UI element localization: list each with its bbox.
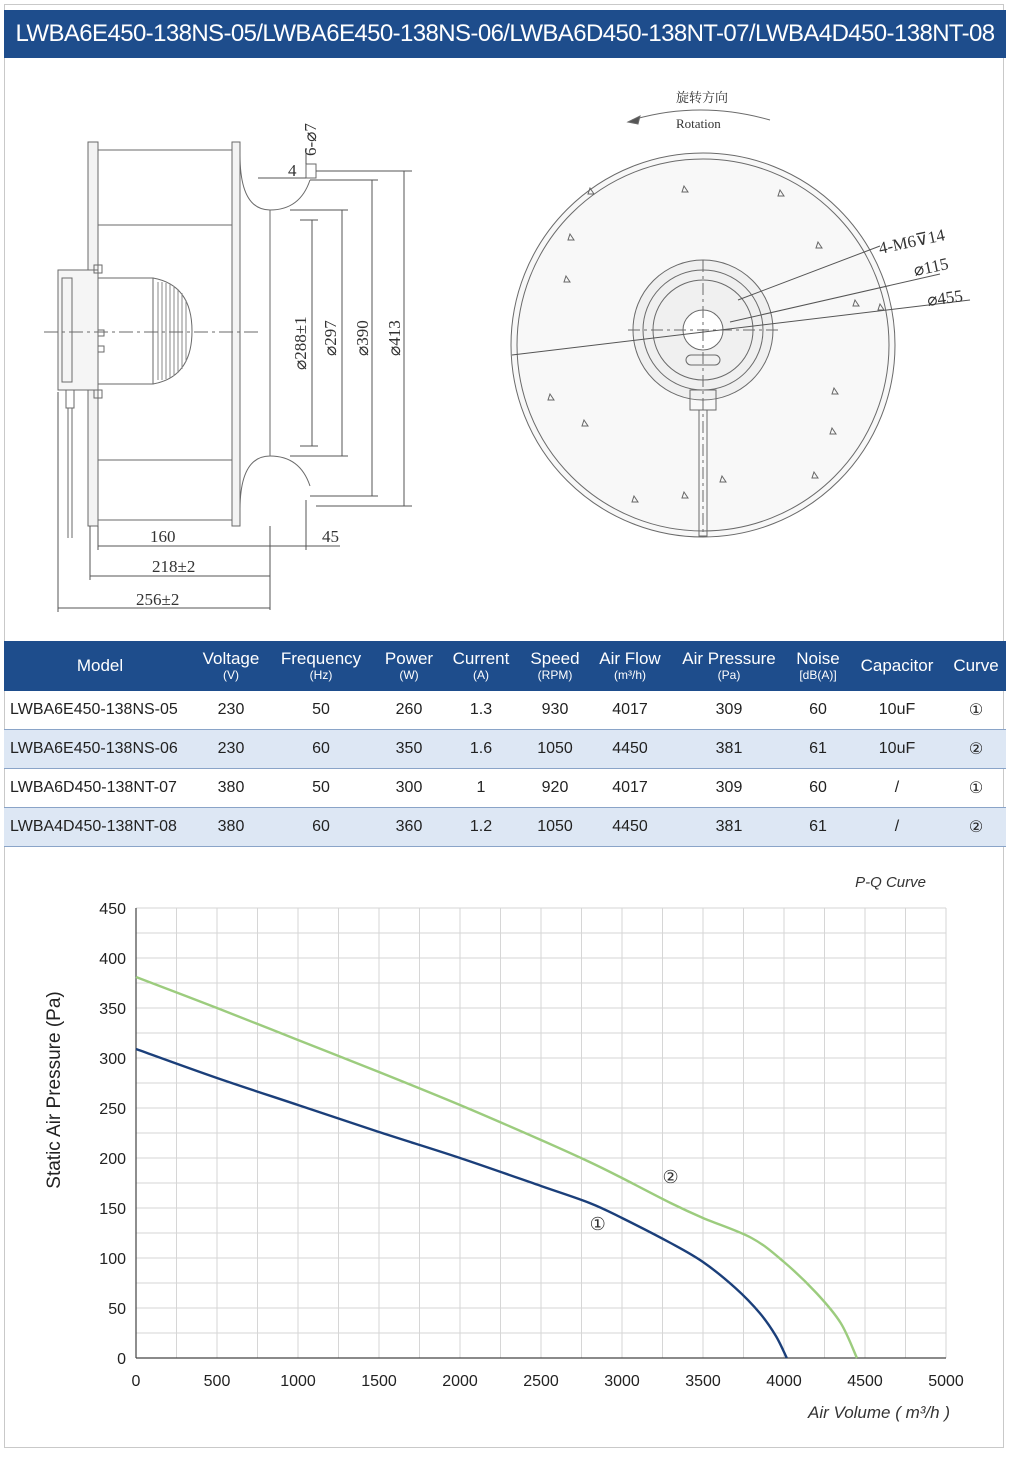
- cell-airpressure: 381: [670, 808, 788, 847]
- dim-115: ⌀115: [911, 254, 951, 280]
- y-tick-label: 450: [99, 901, 126, 918]
- cell-noise: 61: [788, 808, 848, 847]
- cell-curve: ②: [946, 808, 1006, 847]
- header-voltage: Voltage (V): [196, 641, 266, 691]
- cell-curve: ①: [946, 769, 1006, 808]
- header-speed: Speed (RPM): [520, 641, 590, 691]
- x-tick-label: 2000: [442, 1373, 478, 1390]
- cell-power: 300: [376, 769, 442, 808]
- x-tick-label: 500: [203, 1373, 231, 1390]
- y-tick-label: 150: [99, 1201, 126, 1218]
- page-title: LWBA6E450-138NS-05/LWBA6E450-138NS-06/LWBA6D450-138NT-07/LWBA4D450-138NT-08: [4, 10, 1006, 58]
- y-tick-label: 200: [99, 1151, 126, 1168]
- cell-capacitor: 10uF: [848, 730, 946, 769]
- header-capacitor: Capacitor: [848, 641, 946, 691]
- cell-voltage: 380: [196, 808, 266, 847]
- rotation-label-en: Rotation: [676, 116, 721, 131]
- dim-390: ⌀390: [353, 320, 372, 356]
- dim-413: ⌀413: [385, 320, 404, 356]
- dim-455: ⌀455: [925, 286, 964, 310]
- pq-chart: [0, 860, 1010, 1440]
- header-curve: Curve: [946, 641, 1006, 691]
- cell-voltage: 380: [196, 769, 266, 808]
- y-tick-label: 50: [108, 1301, 126, 1318]
- cell-noise: 60: [788, 769, 848, 808]
- x-tick-label: 5000: [928, 1373, 964, 1390]
- cell-airflow: 4017: [590, 691, 670, 730]
- dim-4: 4: [288, 161, 297, 180]
- table-row: [4, 769, 1006, 808]
- y-tick-label: 250: [99, 1101, 126, 1118]
- cell-power: 260: [376, 691, 442, 730]
- cell-noise: 61: [788, 730, 848, 769]
- dim-288: ⌀288±1: [291, 316, 310, 370]
- x-tick-label: 3500: [685, 1373, 721, 1390]
- cell-current: 1.2: [442, 808, 520, 847]
- y-tick-label: 0: [117, 1351, 126, 1368]
- cell-model: LWBA6D450-138NT-07: [4, 769, 196, 808]
- cell-curve: ②: [946, 730, 1006, 769]
- side-view: [44, 142, 412, 612]
- header-noise: Noise [dB(A)]: [788, 641, 848, 691]
- cell-speed: 1050: [520, 730, 590, 769]
- cell-frequency: 50: [266, 769, 376, 808]
- series-label-2: ②: [662, 1167, 679, 1188]
- x-tick-label: 1500: [361, 1373, 397, 1390]
- cell-curve: ①: [946, 691, 1006, 730]
- dim-m6: 4-M6⊽14: [876, 225, 947, 258]
- dim-256: 256±2: [136, 590, 180, 609]
- cell-frequency: 60: [266, 808, 376, 847]
- header-power: Power (W): [376, 641, 442, 691]
- table-row: [4, 730, 1006, 769]
- cell-airflow: 4450: [590, 808, 670, 847]
- chart-ticks: [99, 901, 964, 1390]
- cell-noise: 60: [788, 691, 848, 730]
- y-tick-label: 400: [99, 951, 126, 968]
- chart-xlabel: Air Volume ( m³/h ): [807, 1403, 950, 1422]
- header-model: Model: [4, 641, 196, 691]
- rotation-label-cn: 旋转方向: [676, 91, 729, 106]
- series-line-1: [136, 1049, 787, 1358]
- cell-speed: 930: [520, 691, 590, 730]
- front-view: [511, 110, 970, 537]
- dim-holes: 6-⌀7: [301, 123, 320, 156]
- chart-title: P-Q Curve: [855, 874, 926, 891]
- cell-power: 360: [376, 808, 442, 847]
- technical-drawing: [0, 60, 1010, 640]
- cell-capacitor: 10uF: [848, 691, 946, 730]
- y-tick-label: 100: [99, 1251, 126, 1268]
- x-tick-label: 2500: [523, 1373, 559, 1390]
- cell-airpressure: 309: [670, 691, 788, 730]
- spec-table: [4, 641, 1006, 847]
- y-tick-label: 350: [99, 1001, 126, 1018]
- x-tick-label: 1000: [280, 1373, 316, 1390]
- cell-capacitor: /: [848, 769, 946, 808]
- header-current: Current (A): [442, 641, 520, 691]
- cell-capacitor: /: [848, 808, 946, 847]
- dim-160: 160: [150, 527, 176, 546]
- cell-current: 1.3: [442, 691, 520, 730]
- header-airflow: Air Flow (m³/h): [590, 641, 670, 691]
- series-label-1: ①: [589, 1214, 606, 1235]
- cell-airpressure: 381: [670, 730, 788, 769]
- chart-series: [136, 977, 857, 1358]
- cell-speed: 1050: [520, 808, 590, 847]
- x-tick-label: 4500: [847, 1373, 883, 1390]
- header-frequency: Frequency (Hz): [266, 641, 376, 691]
- header-airpressure: Air Pressure (Pa): [670, 641, 788, 691]
- cell-speed: 920: [520, 769, 590, 808]
- cell-power: 350: [376, 730, 442, 769]
- cell-airflow: 4450: [590, 730, 670, 769]
- cell-voltage: 230: [196, 730, 266, 769]
- table-row: [4, 808, 1006, 847]
- cell-voltage: 230: [196, 691, 266, 730]
- cell-current: 1.6: [442, 730, 520, 769]
- table-header-row: [4, 641, 1006, 691]
- cell-airpressure: 309: [670, 769, 788, 808]
- cell-frequency: 50: [266, 691, 376, 730]
- y-tick-label: 300: [99, 1051, 126, 1068]
- cell-model: LWBA4D450-138NT-08: [4, 808, 196, 847]
- table-row: [4, 691, 1006, 730]
- dim-297: ⌀297: [321, 320, 340, 356]
- cell-current: 1: [442, 769, 520, 808]
- dim-45: 45: [322, 527, 339, 546]
- cell-model: LWBA6E450-138NS-06: [4, 730, 196, 769]
- x-tick-label: 4000: [766, 1373, 802, 1390]
- cell-airflow: 4017: [590, 769, 670, 808]
- x-tick-label: 0: [131, 1373, 141, 1390]
- chart-grid: [136, 908, 946, 1358]
- cell-model: LWBA6E450-138NS-05: [4, 691, 196, 730]
- chart-ylabel: Static Air Pressure (Pa): [44, 991, 65, 1189]
- dim-218: 218±2: [152, 557, 196, 576]
- x-tick-label: 3000: [604, 1373, 640, 1390]
- cell-frequency: 60: [266, 730, 376, 769]
